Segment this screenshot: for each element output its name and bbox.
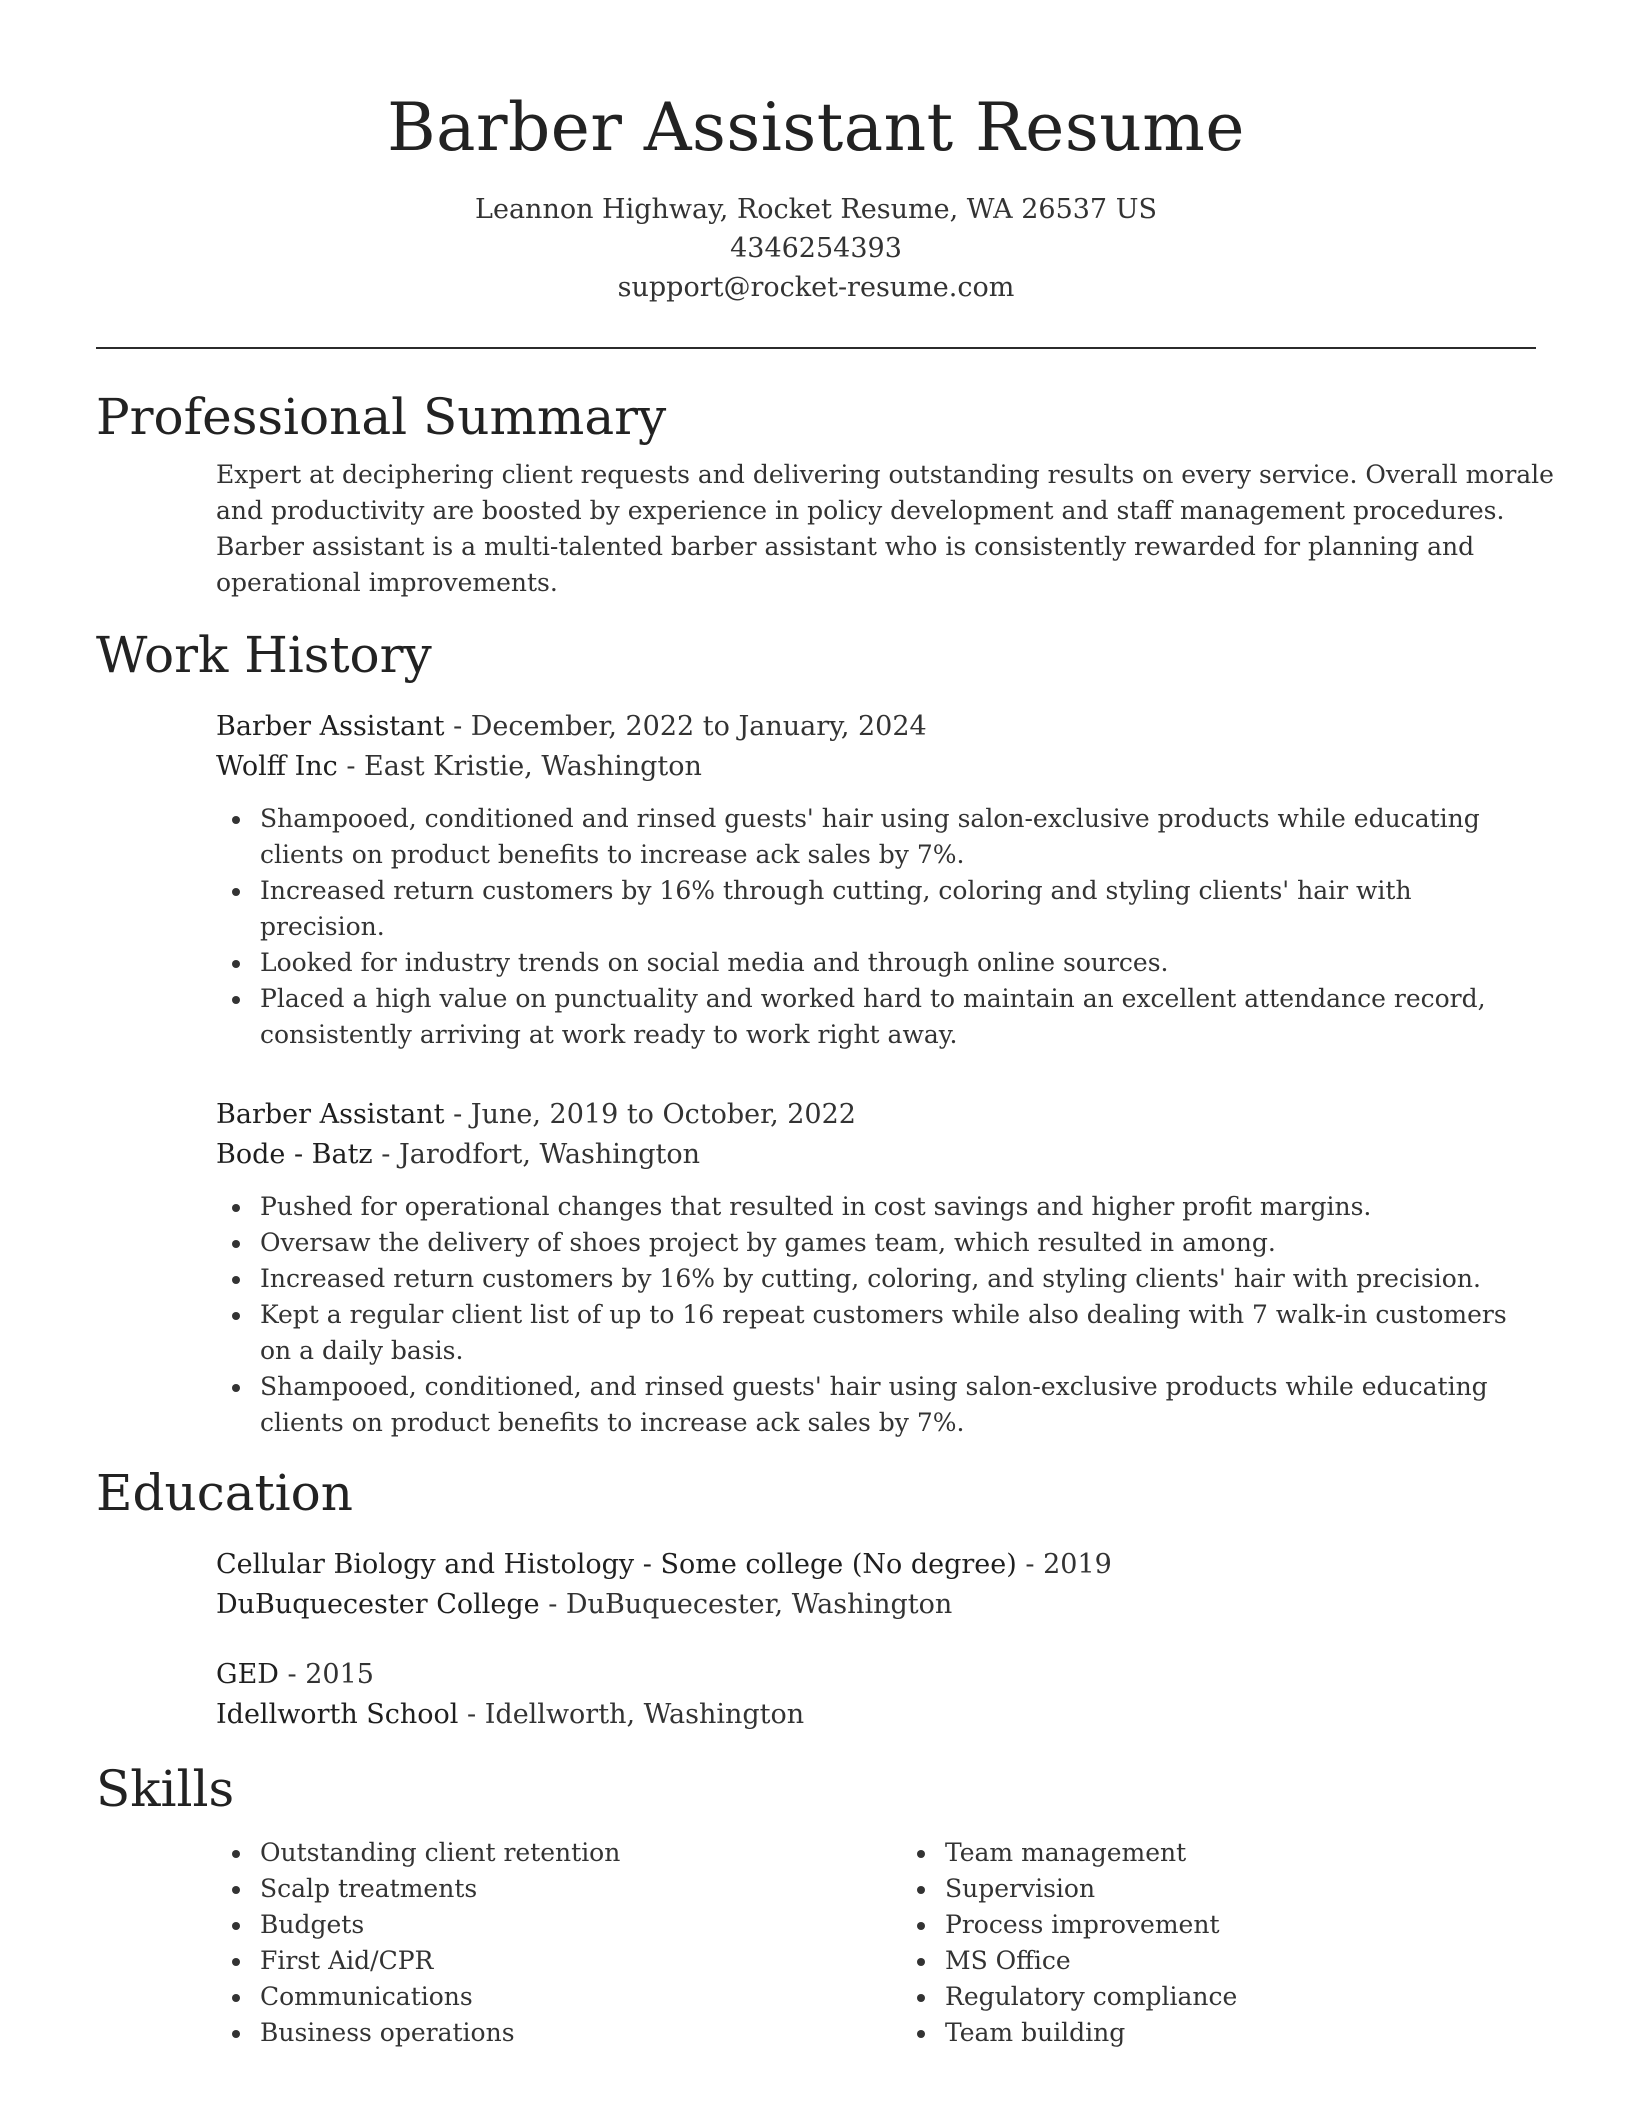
job-role: Barber Assistant <box>216 1099 445 1130</box>
job-company: Bode - Batz <box>216 1139 373 1170</box>
skill-item: Regulatory compliance <box>945 1979 1536 2015</box>
skill-item: Team management <box>945 1835 1536 1871</box>
job-bullet: Oversaw the delivery of shoes project by games team, which resulted in among. <box>260 1225 1540 1261</box>
skills-columns <box>216 1835 1536 2051</box>
education-program-line <box>216 1655 1536 1695</box>
header-divider <box>96 347 1536 349</box>
job-bullet: Shampooed, conditioned, and rinsed guests' hair using salon-exclusive products while educating clients on product benefits to increase ack sales by 7%. <box>260 1369 1540 1441</box>
job-bullet: Increased return customers by 16% by cutting, coloring, and styling clients' hair with precision. <box>260 1261 1540 1297</box>
education-section <box>96 1461 1536 1735</box>
contact-info <box>96 190 1536 307</box>
resume-page <box>96 0 1554 2051</box>
skills-list-right <box>945 1835 1536 2051</box>
education-heading: Education <box>96 1464 353 1522</box>
job-bullet: Shampooed, conditioned and rinsed guests' hair using salon-exclusive products while educating clients on product benefits to increase ack sales by 7%. <box>260 801 1540 873</box>
job-company: Wolff Inc <box>216 751 338 782</box>
job-bullets <box>260 1189 1540 1441</box>
skill-item: Process improvement <box>945 1907 1536 1943</box>
summary-text: Expert at deciphering client requests and delivering outstanding results on every service. Overall morale and productivity are boosted by experience in policy development and staff management procedures. Barber assistant is a multi-talented barber assistant who is consistently rewarded for planning and operational improvements. <box>216 460 1554 597</box>
education-year: - 2019 <box>1016 1549 1112 1580</box>
education-program: GED <box>216 1659 279 1690</box>
skills-list-left <box>260 1835 851 2051</box>
job-entry <box>216 707 1536 1053</box>
job-dates: - December, 2022 to January, 2024 <box>444 711 927 742</box>
education-program: Cellular Biology and Histology - Some college (No degree) <box>216 1549 1017 1580</box>
education-school: Idellworth School <box>216 1699 459 1730</box>
education-school-line <box>216 1585 1536 1625</box>
education-entry <box>216 1655 1536 1735</box>
job-title-line <box>216 707 1536 747</box>
job-company-line <box>216 1135 1536 1175</box>
job-bullet: Placed a high value on punctuality and worked hard to maintain an excellent attendance record, consistently arriving at work ready to work right away. <box>260 981 1540 1053</box>
job-title-line <box>216 1095 1536 1135</box>
education-school: DuBuquecester College <box>216 1589 540 1620</box>
resume-header <box>96 0 1536 307</box>
job-bullet: Kept a regular client list of up to 16 repeat customers while also dealing with 7 walk-in customers on a daily basis. <box>260 1297 1540 1369</box>
work-history-section <box>96 623 1536 1441</box>
summary-heading: Professional Summary <box>96 388 667 446</box>
skill-item: Outstanding client retention <box>260 1835 851 1871</box>
skill-item: Supervision <box>945 1871 1536 1907</box>
contact-address: Leannon Highway, Rocket Resume, WA 26537 US <box>475 194 1157 225</box>
job-role: Barber Assistant <box>216 711 445 742</box>
skill-item: MS Office <box>945 1943 1536 1979</box>
job-bullet: Pushed for operational changes that resulted in cost savings and higher profit margins. <box>260 1189 1540 1225</box>
skill-item: Budgets <box>260 1907 851 1943</box>
summary-section <box>96 385 1554 601</box>
skill-item: Scalp treatments <box>260 1871 851 1907</box>
contact-phone: 4346254393 <box>730 233 902 264</box>
job-company-line <box>216 747 1536 787</box>
education-school-line <box>216 1695 1536 1735</box>
job-dates: - June, 2019 to October, 2022 <box>444 1099 856 1130</box>
job-location: - Jarodfort, Washington <box>372 1139 701 1170</box>
skill-item: Team building <box>945 2015 1536 2051</box>
skills-heading: Skills <box>96 1760 235 1818</box>
job-bullets <box>260 801 1540 1053</box>
skill-item: First Aid/CPR <box>260 1943 851 1979</box>
job-location: - East Kristie, Washington <box>337 751 702 782</box>
resume-title: Barber Assistant Resume <box>387 89 1245 166</box>
work-history-heading: Work History <box>96 626 432 684</box>
job-bullet: Increased return customers by 16% through cutting, coloring and styling clients' hair with precision. <box>260 873 1540 945</box>
skill-item: Business operations <box>260 2015 851 2051</box>
education-program-line <box>216 1545 1536 1585</box>
skills-section <box>96 1757 1536 2051</box>
education-year: - 2015 <box>278 1659 374 1690</box>
job-entry <box>216 1095 1536 1441</box>
education-location: - Idellworth, Washington <box>458 1699 805 1730</box>
contact-email: support@rocket-resume.com <box>617 272 1015 303</box>
job-bullet: Looked for industry trends on social media and through online sources. <box>260 945 1540 981</box>
skill-item: Communications <box>260 1979 851 2015</box>
education-entry <box>216 1545 1536 1625</box>
education-location: - DuBuquecester, Washington <box>539 1589 953 1620</box>
